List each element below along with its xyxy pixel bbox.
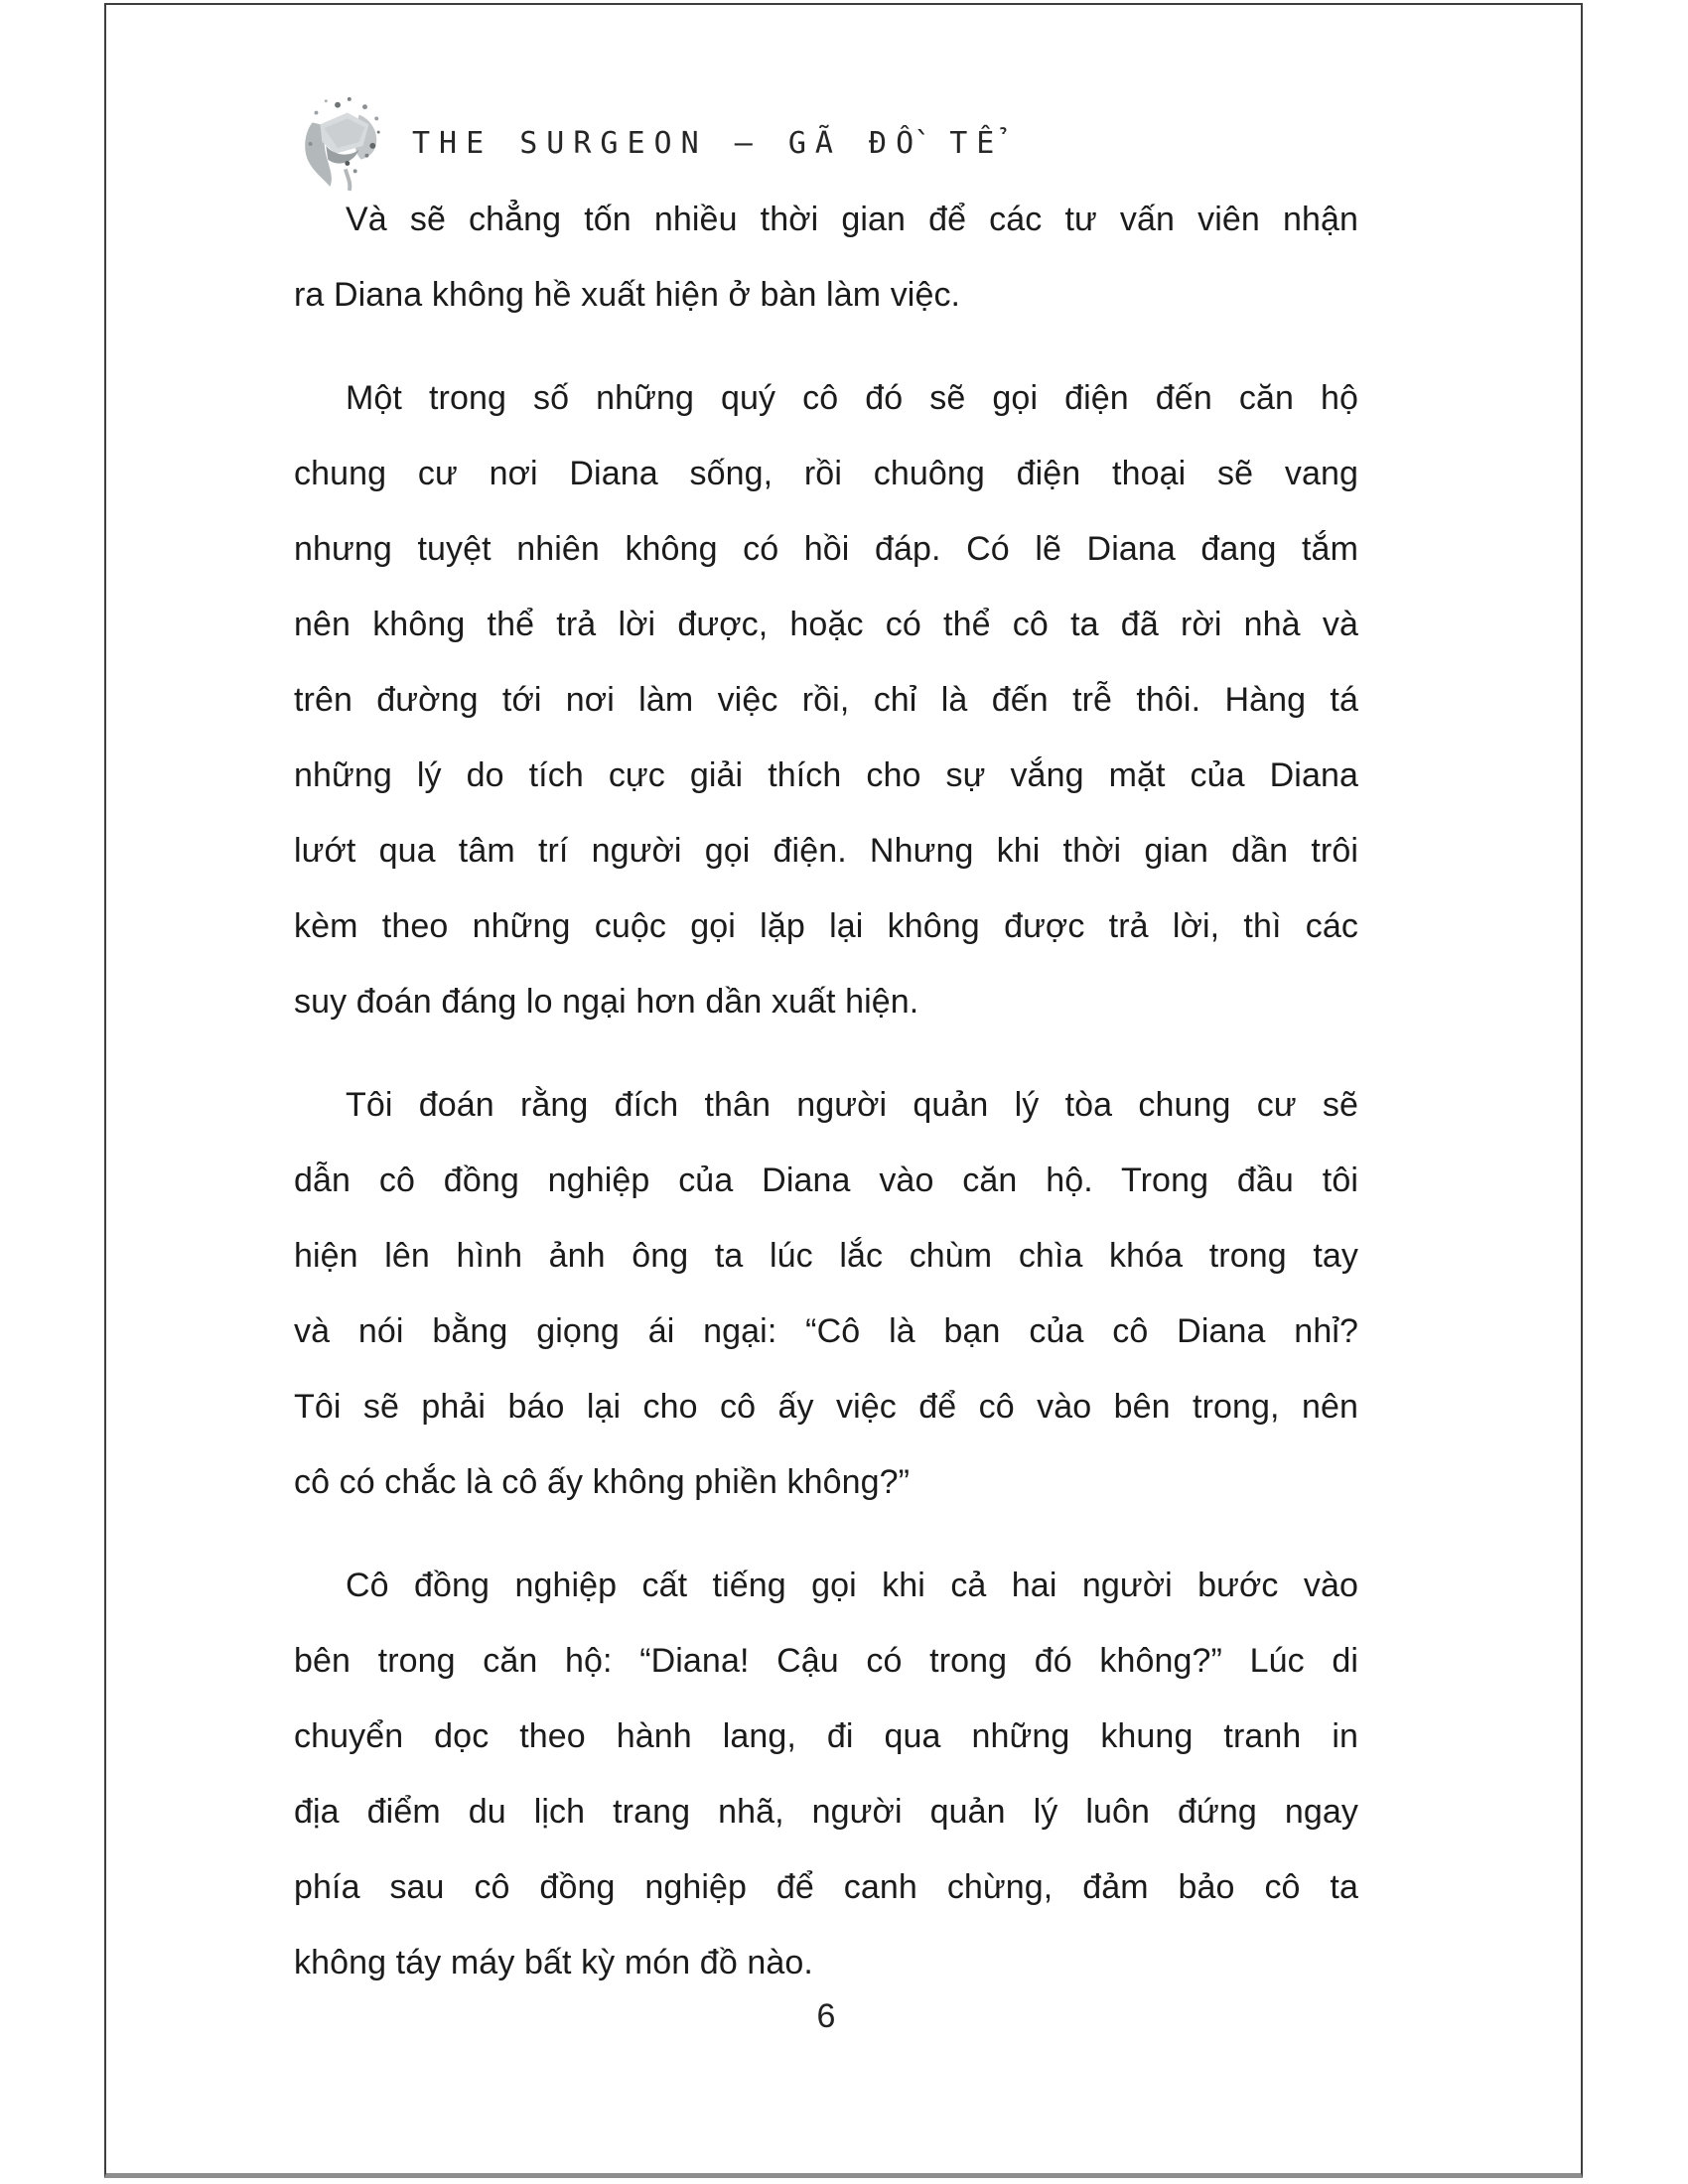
- page-number: 6: [816, 1997, 836, 2035]
- text-line: lướt qua tâm trí người gọi điện. Nhưng khi thời gian dần trôi: [294, 832, 1358, 870]
- text-line: chung cư nơi Diana sống, rồi chuông điện thoại sẽ vang: [294, 455, 1358, 492]
- text-line: ra Diana không hề xuất hiện ở bàn làm việc.: [294, 276, 961, 314]
- text-line: Tôi đoán rằng đích thân người quản lý tòa chung cư sẽ: [346, 1086, 1358, 1124]
- text-line: dẫn cô đồng nghiệp của Diana vào căn hộ. Trong đầu tôi: [294, 1161, 1358, 1199]
- text-line: trên đường tới nơi làm việc rồi, chỉ là đến trễ thôi. Hàng tá: [294, 681, 1358, 719]
- page-text: [294, 182, 1358, 2028]
- book-title: THE SURGEON – GÃ ĐỒ TỂ: [412, 125, 1004, 161]
- text-line: Cô đồng nghiệp cất tiếng gọi khi cả hai người bước vào: [346, 1567, 1358, 1604]
- text-line: chuyển dọc theo hành lang, đi qua những khung tranh in: [294, 1717, 1358, 1755]
- text-line: không táy máy bất kỳ món đồ nào.: [294, 1944, 813, 1981]
- text-line: những lý do tích cực giải thích cho sự vắng mặt của Diana: [294, 756, 1358, 794]
- paragraph: [294, 360, 1358, 1039]
- paragraph: [294, 1067, 1358, 1520]
- text-line: suy đoán đáng lo ngại hơn dần xuất hiện.: [294, 983, 919, 1021]
- text-line: nhưng tuyệt nhiên không có hồi đáp. Có lẽ Diana đang tắm: [294, 530, 1358, 568]
- text-line: Tôi sẽ phải báo lại cho cô ấy việc để cô vào bên trong, nên: [294, 1388, 1358, 1426]
- text-line: hiện lên hình ảnh ông ta lúc lắc chùm chìa khóa trong tay: [294, 1237, 1358, 1275]
- text-line: phía sau cô đồng nghiệp để canh chừng, đảm bảo cô ta: [294, 1868, 1358, 1906]
- text-line: Và sẽ chẳng tốn nhiều thời gian để các tư vấn viên nhận: [346, 201, 1358, 238]
- text-line: nên không thể trả lời được, hoặc có thể cô ta đã rời nhà và: [294, 606, 1358, 643]
- paragraph: [294, 182, 1358, 333]
- ink-splatter-ornament-image: [291, 85, 388, 193]
- text-line: Một trong số những quý cô đó sẽ gọi điện đến căn hộ: [346, 379, 1358, 417]
- text-line: và nói bằng giọng ái ngại: “Cô là bạn của cô Diana nhỉ?: [294, 1312, 1358, 1350]
- paragraph: [294, 1548, 1358, 2000]
- running-header: [291, 84, 1003, 194]
- text-line: cô có chắc là cô ấy không phiền không?”: [294, 1463, 911, 1501]
- text-line: địa điểm du lịch trang nhã, người quản lý luôn đứng ngay: [294, 1793, 1358, 1831]
- text-line: kèm theo những cuộc gọi lặp lại không được trả lời, thì các: [294, 907, 1358, 945]
- text-line: bên trong căn hộ: “Diana! Cậu có trong đó không?” Lúc di: [294, 1642, 1358, 1680]
